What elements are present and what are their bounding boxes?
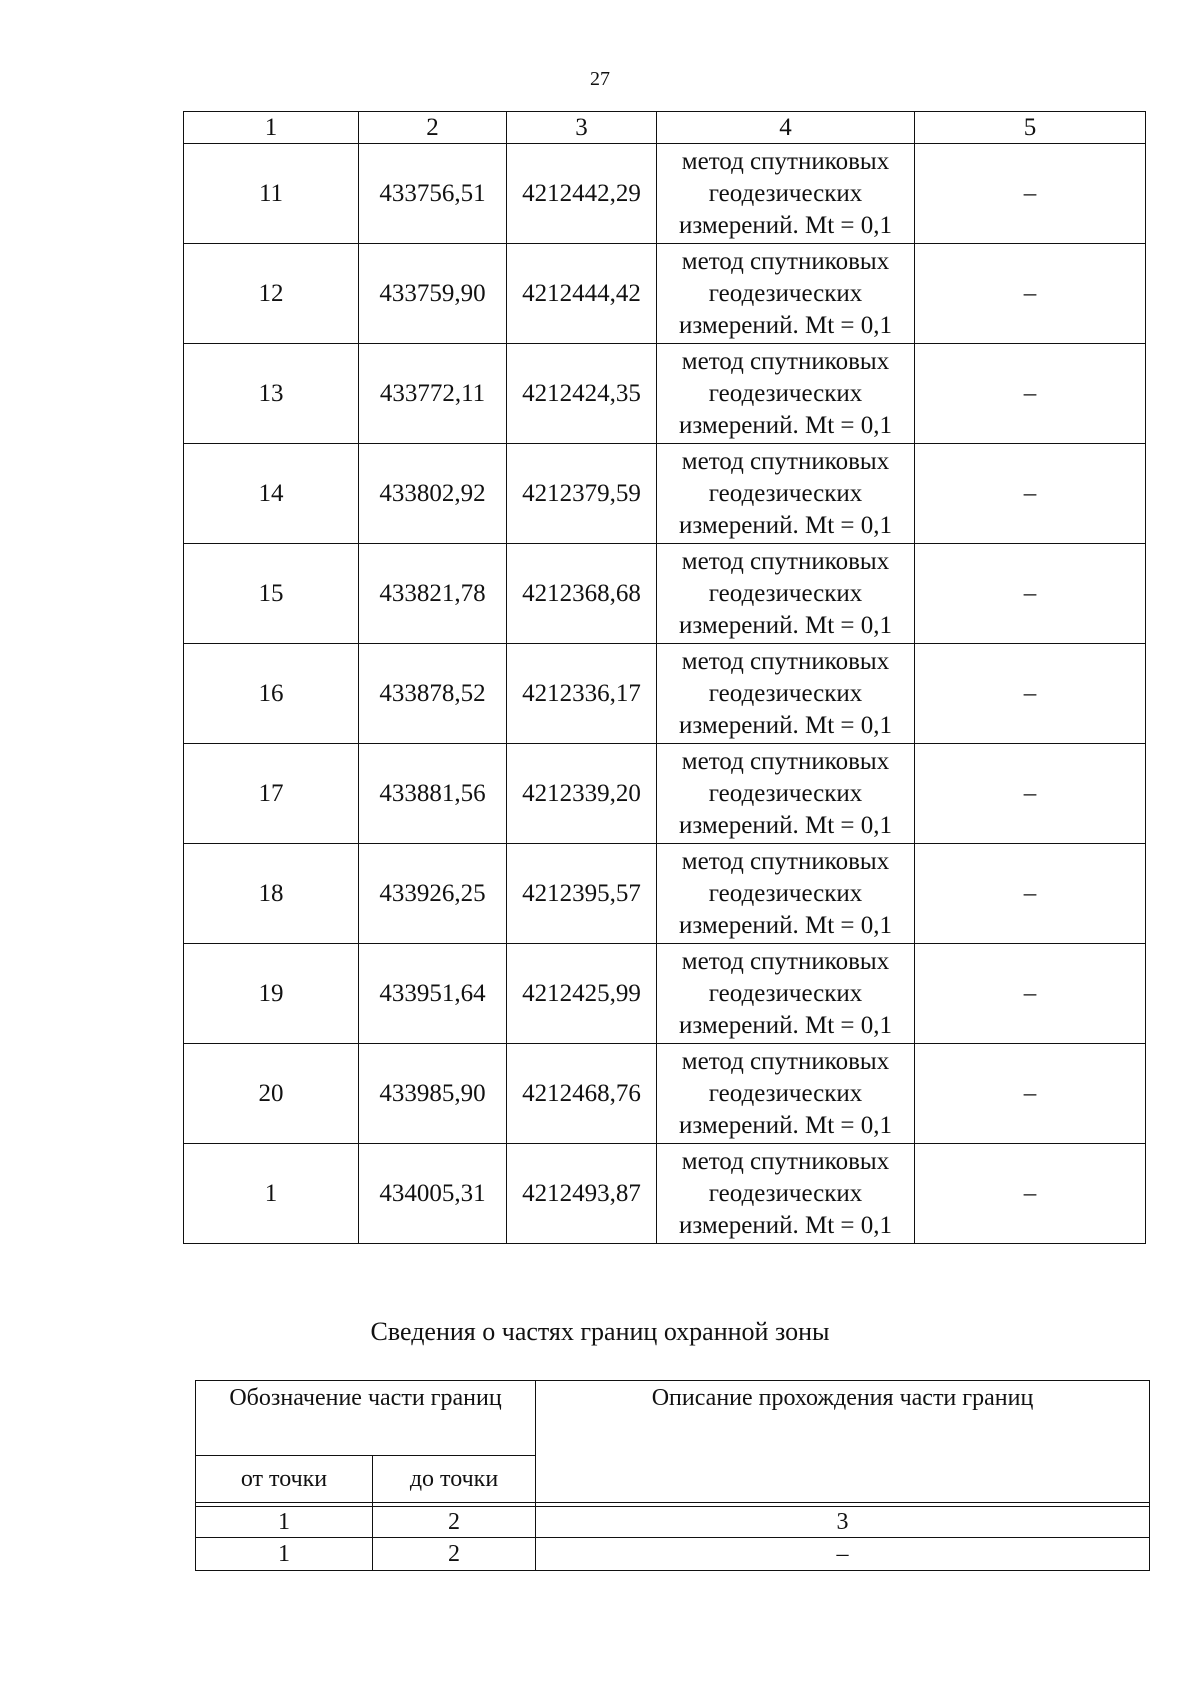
y-coordinate-cell: 4212379,59 — [507, 444, 657, 544]
x-coordinate-cell: 433951,64 — [359, 944, 507, 1044]
y-coordinate-cell: 4212442,29 — [507, 144, 657, 244]
point-number-cell: 19 — [184, 944, 359, 1044]
column-number-4: 4 — [657, 112, 915, 144]
method-line: измерений. Mt = 0,1 — [678, 211, 893, 239]
method-line: метод спутниковых — [681, 747, 890, 775]
method-line: метод спутниковых — [681, 347, 890, 375]
y-coordinate-cell: 4212395,57 — [507, 844, 657, 944]
parts-column-number-1: 1 — [196, 1507, 373, 1538]
method-cell — [657, 144, 915, 244]
point-number-cell: 13 — [184, 344, 359, 444]
from-point-header: от точки — [196, 1456, 373, 1503]
note-cell: – — [915, 544, 1146, 644]
x-coordinate-cell: 433756,51 — [359, 144, 507, 244]
column-number-3: 3 — [507, 112, 657, 144]
table-row — [184, 744, 1146, 844]
method-line: геодезических — [708, 379, 863, 407]
point-number-cell: 14 — [184, 444, 359, 544]
point-number-cell: 18 — [184, 844, 359, 944]
note-cell: – — [915, 944, 1146, 1044]
y-coordinate-cell: 4212468,76 — [507, 1044, 657, 1144]
point-number-cell: 12 — [184, 244, 359, 344]
method-line: геодезических — [708, 1179, 863, 1207]
method-line: геодезических — [708, 679, 863, 707]
method-line: измерений. Mt = 0,1 — [678, 311, 893, 339]
to-point-header: до точки — [373, 1456, 536, 1503]
method-line: измерений. Mt = 0,1 — [678, 1111, 893, 1139]
column-number-1: 1 — [184, 112, 359, 144]
designation-header: Обозначение части границ — [196, 1381, 536, 1456]
method-line: геодезических — [708, 979, 863, 1007]
point-number-cell: 17 — [184, 744, 359, 844]
y-coordinate-cell: 4212368,68 — [507, 544, 657, 644]
method-cell — [657, 744, 915, 844]
method-line: измерений. Mt = 0,1 — [678, 911, 893, 939]
note-cell: – — [915, 1144, 1146, 1244]
x-coordinate-cell: 433881,56 — [359, 744, 507, 844]
x-coordinate-cell: 434005,31 — [359, 1144, 507, 1244]
method-line: метод спутниковых — [681, 547, 890, 575]
x-coordinate-cell: 433802,92 — [359, 444, 507, 544]
table-row — [184, 444, 1146, 544]
method-line: метод спутниковых — [681, 847, 890, 875]
method-line: метод спутниковых — [681, 147, 890, 175]
method-line: измерений. Mt = 0,1 — [678, 711, 893, 739]
point-number-cell: 11 — [184, 144, 359, 244]
description-cell: – — [536, 1538, 1150, 1571]
table-row — [184, 844, 1146, 944]
x-coordinate-cell: 433985,90 — [359, 1044, 507, 1144]
coordinates-table — [183, 111, 1146, 1244]
table-row — [184, 544, 1146, 644]
method-cell — [657, 1144, 915, 1244]
x-coordinate-cell: 433878,52 — [359, 644, 507, 744]
note-cell: – — [915, 144, 1146, 244]
method-line: измерений. Mt = 0,1 — [678, 1011, 893, 1039]
method-line: геодезических — [708, 579, 863, 607]
parts-column-number-2: 2 — [373, 1507, 536, 1538]
page-number: 27 — [590, 68, 610, 90]
table-row — [184, 944, 1146, 1044]
description-header: Описание прохождения части границ — [536, 1381, 1150, 1503]
note-cell: – — [915, 344, 1146, 444]
table-row — [184, 1044, 1146, 1144]
table-row — [184, 144, 1146, 244]
point-number-cell: 16 — [184, 644, 359, 744]
point-number-cell: 15 — [184, 544, 359, 644]
method-cell — [657, 944, 915, 1044]
parts-data-row — [196, 1538, 1150, 1571]
method-line: геодезических — [708, 279, 863, 307]
y-coordinate-cell: 4212339,20 — [507, 744, 657, 844]
note-cell: – — [915, 244, 1146, 344]
method-cell — [657, 544, 915, 644]
note-cell: – — [915, 644, 1146, 744]
method-line: метод спутниковых — [681, 447, 890, 475]
column-number-5: 5 — [915, 112, 1146, 144]
note-cell: – — [915, 1044, 1146, 1144]
column-number-2: 2 — [359, 112, 507, 144]
point-number-cell: 1 — [184, 1144, 359, 1244]
method-line: измерений. Mt = 0,1 — [678, 1211, 893, 1239]
note-cell: – — [915, 844, 1146, 944]
method-cell — [657, 1044, 915, 1144]
boundary-parts-table — [195, 1380, 1150, 1571]
method-line: геодезических — [708, 879, 863, 907]
x-coordinate-cell: 433772,11 — [359, 344, 507, 444]
y-coordinate-cell: 4212493,87 — [507, 1144, 657, 1244]
table-row — [184, 344, 1146, 444]
method-line: измерений. Mt = 0,1 — [678, 411, 893, 439]
parts-header-row — [196, 1381, 1150, 1456]
y-coordinate-cell: 4212444,42 — [507, 244, 657, 344]
table-header-row — [184, 112, 1146, 144]
to-point-cell: 2 — [373, 1538, 536, 1571]
method-line: геодезических — [708, 779, 863, 807]
parts-column-numbers-row — [196, 1507, 1150, 1538]
method-cell — [657, 444, 915, 544]
method-line: геодезических — [708, 179, 863, 207]
x-coordinate-cell: 433926,25 — [359, 844, 507, 944]
parts-column-number-3: 3 — [536, 1507, 1150, 1538]
method-line: измерений. Mt = 0,1 — [678, 811, 893, 839]
point-number-cell: 20 — [184, 1044, 359, 1144]
method-line: геодезических — [708, 479, 863, 507]
x-coordinate-cell: 433759,90 — [359, 244, 507, 344]
y-coordinate-cell: 4212336,17 — [507, 644, 657, 744]
table-row — [184, 644, 1146, 744]
y-coordinate-cell: 4212425,99 — [507, 944, 657, 1044]
table-row — [184, 244, 1146, 344]
method-line: метод спутниковых — [681, 947, 890, 975]
note-cell: – — [915, 444, 1146, 544]
method-line: измерений. Mt = 0,1 — [678, 611, 893, 639]
from-point-cell: 1 — [196, 1538, 373, 1571]
method-line: метод спутниковых — [681, 1047, 890, 1075]
method-line: геодезических — [708, 1079, 863, 1107]
table-row — [184, 1144, 1146, 1244]
y-coordinate-cell: 4212424,35 — [507, 344, 657, 444]
method-cell — [657, 844, 915, 944]
note-cell: – — [915, 744, 1146, 844]
method-line: метод спутниковых — [681, 647, 890, 675]
x-coordinate-cell: 433821,78 — [359, 544, 507, 644]
method-line: измерений. Mt = 0,1 — [678, 511, 893, 539]
method-cell — [657, 644, 915, 744]
method-line: метод спутниковых — [681, 1147, 890, 1175]
section-title: Сведения о частях границ охранной зоны — [370, 1317, 830, 1346]
method-cell — [657, 344, 915, 444]
method-line: метод спутниковых — [681, 247, 890, 275]
method-cell — [657, 244, 915, 344]
